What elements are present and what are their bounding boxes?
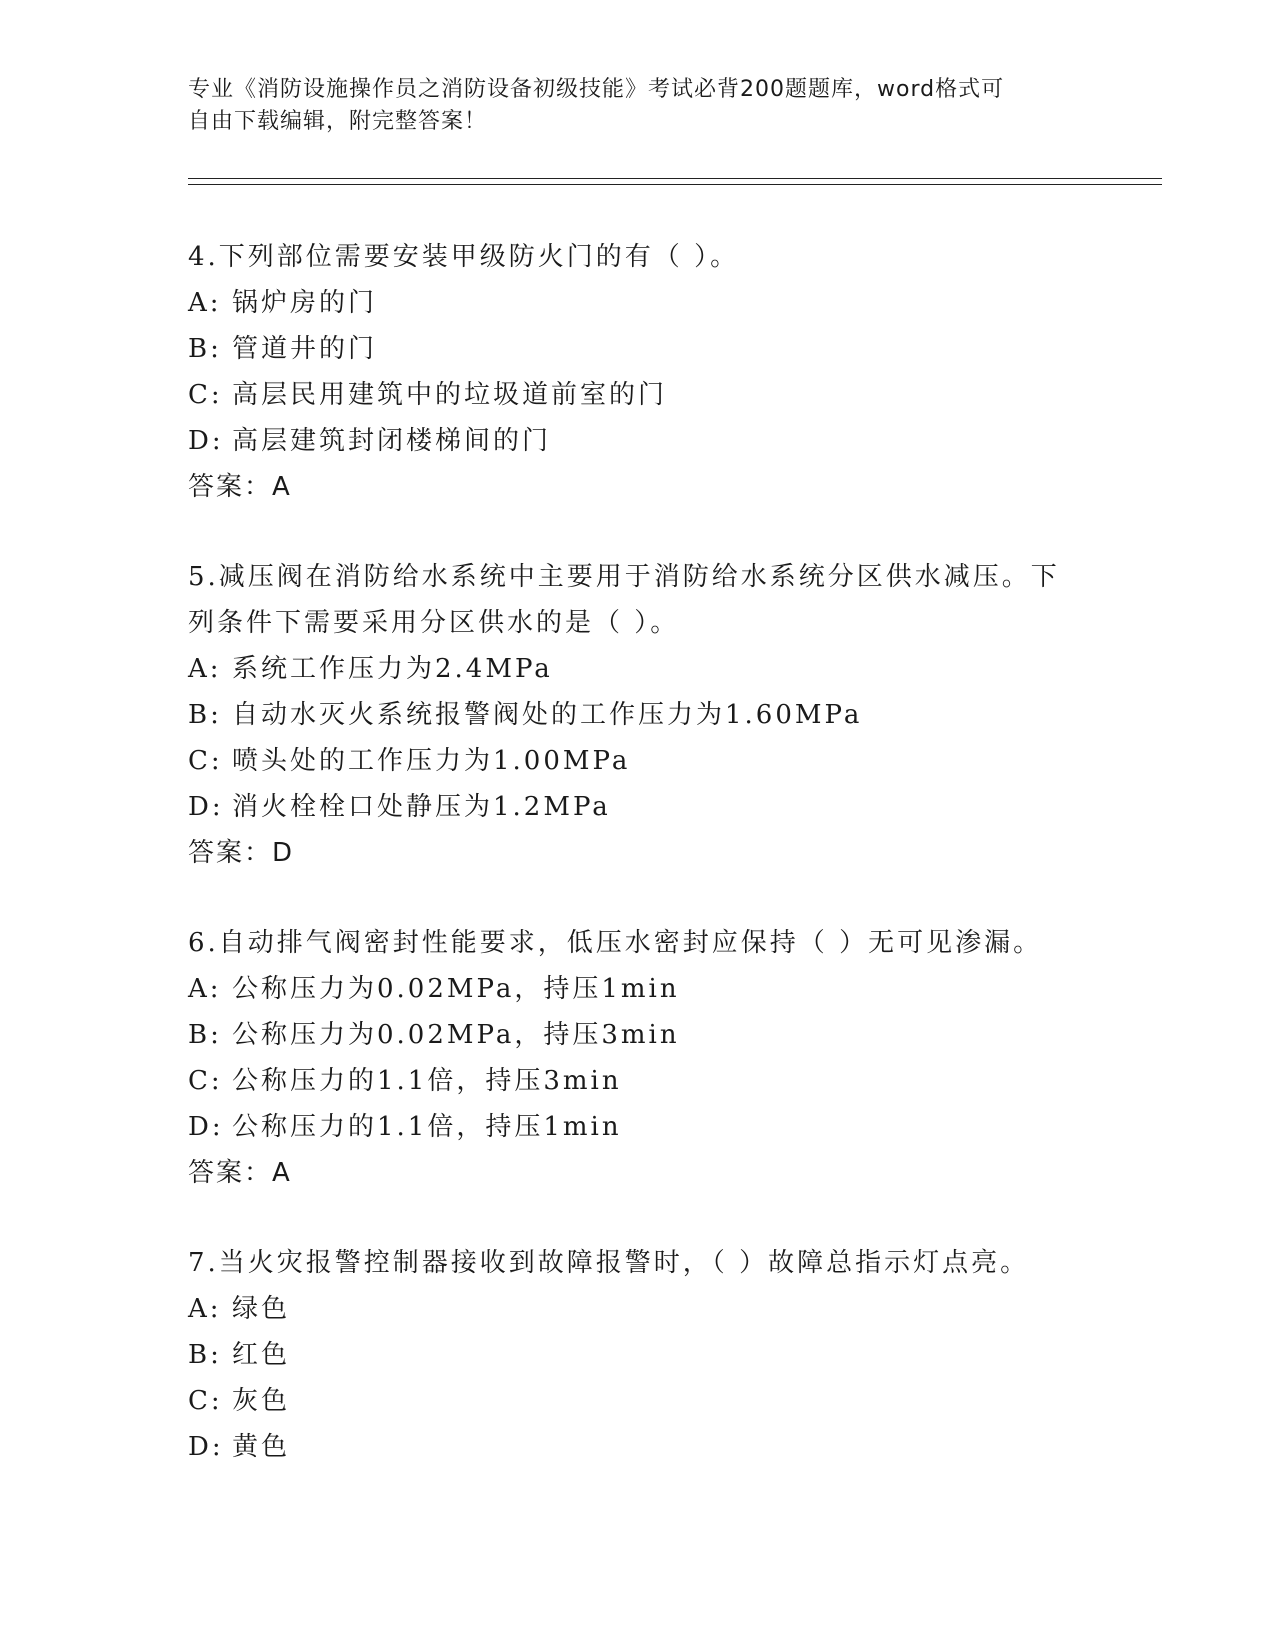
option-text: 高层民用建筑中的垃圾道前室的门 <box>232 380 668 410</box>
option-key: A: <box>188 288 222 318</box>
option-key: A: <box>188 1294 222 1324</box>
option-a <box>188 280 1068 326</box>
question-stem: 4.下列部位需要安装甲级防火门的有（ ）。 <box>188 242 740 272</box>
option-text: 公称压力的1.1倍，持压3min <box>232 1066 622 1096</box>
option-text: 锅炉房的门 <box>232 288 378 318</box>
option-key: C: <box>188 746 223 776</box>
option-key: C: <box>188 380 223 410</box>
option-key: B: <box>188 1340 222 1370</box>
option-b <box>188 1332 1068 1378</box>
header-title-line-2: 自由下载编辑，附完整答案！ <box>188 109 488 134</box>
option-key: C: <box>188 1386 223 1416</box>
option-text: 黄色 <box>232 1432 291 1462</box>
option-text: 公称压力为0.02MPa，持压3min <box>232 1020 680 1050</box>
option-d <box>188 1104 1068 1150</box>
question-stem: 6.自动排气阀密封性能要求，低压水密封应保持（ ）无可见渗漏。 <box>188 928 1043 958</box>
option-d <box>188 1424 1068 1470</box>
option-b <box>188 692 1068 738</box>
option-text: 消火栓栓口处静压为1.2MPa <box>232 792 611 822</box>
answer-label: 答案：A <box>188 472 292 502</box>
question-stem: 7.当火灾报警控制器接收到故障报警时，（ ）故障总指示灯点亮。 <box>188 1248 1030 1278</box>
option-key: D: <box>188 1432 224 1462</box>
header-divider-top <box>188 178 1162 179</box>
answer-label: 答案：D <box>188 838 295 868</box>
option-key: B: <box>188 1020 222 1050</box>
option-a <box>188 646 1068 692</box>
option-text: 喷头处的工作压力为1.00MPa <box>232 746 631 776</box>
option-c <box>188 1058 1068 1104</box>
option-text: 公称压力的1.1倍，持压1min <box>232 1112 622 1142</box>
option-text: 灰色 <box>232 1386 291 1416</box>
question-7 <box>188 1240 1068 1470</box>
option-key: B: <box>188 700 222 730</box>
option-key: A: <box>188 974 222 1004</box>
option-text: 自动水灭火系统报警阀处的工作压力为1.60MPa <box>232 700 863 730</box>
option-key: D: <box>188 1112 224 1142</box>
option-a <box>188 966 1068 1012</box>
option-key: C: <box>188 1066 223 1096</box>
question-6 <box>188 920 1068 1196</box>
option-a <box>188 1286 1068 1332</box>
header-divider-bottom <box>188 184 1162 185</box>
option-text: 公称压力为0.02MPa，持压1min <box>232 974 680 1004</box>
option-key: A: <box>188 654 222 684</box>
answer-label: 答案：A <box>188 1158 292 1188</box>
question-4 <box>188 234 1068 510</box>
option-text: 管道井的门 <box>232 334 378 364</box>
option-key: D: <box>188 792 224 822</box>
option-key: B: <box>188 334 222 364</box>
option-key: D: <box>188 426 224 456</box>
header-title-line-1: 专业《消防设施操作员之消防设备初级技能》考试必背200题题库，word格式可 <box>188 77 1005 102</box>
question-5 <box>188 554 1068 876</box>
option-text: 红色 <box>232 1340 291 1370</box>
document-header <box>188 74 1068 138</box>
option-d <box>188 784 1068 830</box>
question-stem: 5.减压阀在消防给水系统中主要用于消防给水系统分区供水减压。下列条件下需要采用分区供水的是（ ）。 <box>188 562 1060 638</box>
option-c <box>188 1378 1068 1424</box>
option-text: 系统工作压力为2.4MPa <box>232 654 553 684</box>
option-text: 绿色 <box>232 1294 291 1324</box>
option-d <box>188 418 1068 464</box>
question-list <box>188 234 1068 1514</box>
option-c <box>188 372 1068 418</box>
option-b <box>188 1012 1068 1058</box>
option-text: 高层建筑封闭楼梯间的门 <box>232 426 552 456</box>
option-c <box>188 738 1068 784</box>
option-b <box>188 326 1068 372</box>
